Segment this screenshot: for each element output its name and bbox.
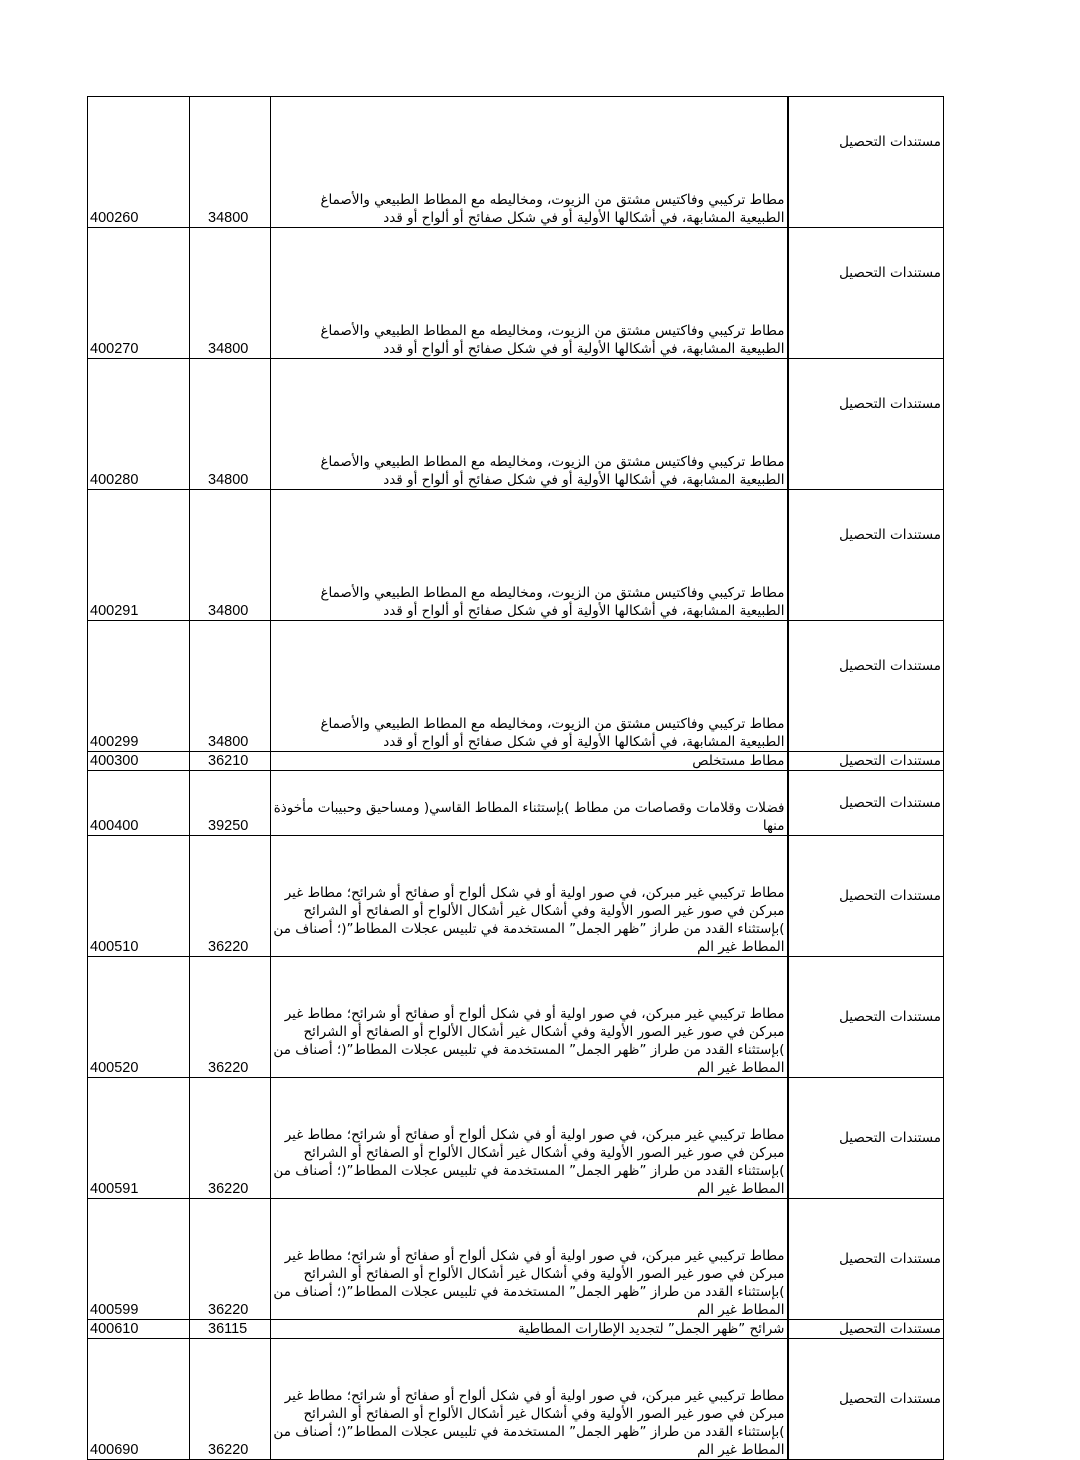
hs-code-cell: 36220	[190, 836, 271, 957]
table-row	[88, 1339, 944, 1460]
table-row	[88, 836, 944, 957]
description-cell: مطاط تركيبي غير مبركن، في صور اولية أو في شكل ألواح أو صفائح أو شرائح؛ مطاط غير مبركن في صور غير الصور الأولية وفي أشكال غير أشكال الألواح أو الصفائح أو الشرائح )بإستثناء القدد من طراز ”ظهر الجمل” المستخدمة في تلبيس عجلات المطاط”(؛ أصناف من المطاط غير الم	[271, 1078, 788, 1199]
table-row	[88, 771, 944, 836]
item-code-cell: 400520	[88, 957, 190, 1078]
hs-code-cell: 36220	[190, 957, 271, 1078]
table-row	[88, 1199, 944, 1320]
description-cell: مطاط تركيبي غير مبركن، في صور اولية أو في شكل ألواح أو صفائح أو شرائح؛ مطاط غير مبركن في صور غير الصور الأولية وفي أشكال غير أشكال الألواح أو الصفائح أو الشرائح )بإستثناء القدد من طراز ”ظهر الجمل” المستخدمة في تلبيس عجلات المطاط”(؛ أصناف من المطاط غير الم	[271, 836, 788, 957]
item-code-cell: 400610	[88, 1320, 190, 1339]
hs-code-cell: 34800	[190, 97, 271, 228]
item-code-cell: 400300	[88, 752, 190, 771]
document-cell: مستندات التحصيل	[788, 359, 944, 490]
item-code-cell: 400591	[88, 1078, 190, 1199]
table-row	[88, 1078, 944, 1199]
description-cell: مطاط مستخلص	[271, 752, 788, 771]
description-cell: مطاط تركيبي وفاكتيس مشتق من الزيوت، ومخاليطه مع المطاط الطبيعي والأصماغ الطبيعية المشابهة، في أشكالها الأولية أو في شكل صفائح أو ألواح أو قدد	[271, 490, 788, 621]
description-cell: مطاط تركيبي غير مبركن، في صور اولية أو في شكل ألواح أو صفائح أو شرائح؛ مطاط غير مبركن في صور غير الصور الأولية وفي أشكال غير أشكال الألواح أو الصفائح أو الشرائح )بإستثناء القدد من طراز ”ظهر الجمل” المستخدمة في تلبيس عجلات المطاط”(؛ أصناف من المطاط غير الم	[271, 1339, 788, 1460]
description-cell: مطاط تركيبي وفاكتيس مشتق من الزيوت، ومخاليطه مع المطاط الطبيعي والأصماغ الطبيعية المشابهة، في أشكالها الأولية أو في شكل صفائح أو ألواح أو قدد	[271, 228, 788, 359]
description-cell: مطاط تركيبي غير مبركن، في صور اولية أو في شكل ألواح أو صفائح أو شرائح؛ مطاط غير مبركن في صور غير الصور الأولية وفي أشكال غير أشكال الألواح أو الصفائح أو الشرائح )بإستثناء القدد من طراز ”ظهر الجمل” المستخدمة في تلبيس عجلات المطاط”(؛ أصناف من المطاط غير الم	[271, 957, 788, 1078]
description-cell: مطاط تركيبي غير مبركن، في صور اولية أو في شكل ألواح أو صفائح أو شرائح؛ مطاط غير مبركن في صور غير الصور الأولية وفي أشكال غير أشكال الألواح أو الصفائح أو الشرائح )بإستثناء القدد من طراز ”ظهر الجمل” المستخدمة في تلبيس عجلات المطاط”(؛ أصناف من المطاط غير الم	[271, 1199, 788, 1320]
table-row	[88, 359, 944, 490]
item-code-cell: 400270	[88, 228, 190, 359]
hs-code-cell: 36220	[190, 1339, 271, 1460]
document-cell: مستندات التحصيل	[788, 97, 944, 228]
hs-code-cell: 34800	[190, 228, 271, 359]
document-cell: مستندات التحصيل	[788, 1078, 944, 1199]
hs-code-cell: 36210	[190, 752, 271, 771]
item-code-cell: 400400	[88, 771, 190, 836]
tariff-table	[87, 96, 944, 1460]
document-cell: مستندات التحصيل	[788, 752, 944, 771]
document-cell: مستندات التحصيل	[788, 621, 944, 752]
document-cell: مستندات التحصيل	[788, 1199, 944, 1320]
hs-code-cell: 39250	[190, 771, 271, 836]
item-code-cell: 400690	[88, 1339, 190, 1460]
document-cell: مستندات التحصيل	[788, 1339, 944, 1460]
hs-code-cell: 36115	[190, 1320, 271, 1339]
item-code-cell: 400510	[88, 836, 190, 957]
document-cell: مستندات التحصيل	[788, 957, 944, 1078]
hs-code-cell: 36220	[190, 1199, 271, 1320]
item-code-cell: 400599	[88, 1199, 190, 1320]
item-code-cell: 400299	[88, 621, 190, 752]
item-code-cell: 400280	[88, 359, 190, 490]
hs-code-cell: 36220	[190, 1078, 271, 1199]
description-cell: فضلات وقلامات وقصاصات من مطاط )بإستثناء المطاط القاسي( ومساحيق وحبيبات مأخوذة منها	[271, 771, 788, 836]
description-cell: مطاط تركيبي وفاكتيس مشتق من الزيوت، ومخاليطه مع المطاط الطبيعي والأصماغ الطبيعية المشابهة، في أشكالها الأولية أو في شكل صفائح أو ألواح أو قدد	[271, 97, 788, 228]
table-row	[88, 752, 944, 771]
item-code-cell: 400260	[88, 97, 190, 228]
document-cell: مستندات التحصيل	[788, 228, 944, 359]
document-cell: مستندات التحصيل	[788, 771, 944, 836]
document-cell: مستندات التحصيل	[788, 836, 944, 957]
table-row	[88, 228, 944, 359]
table-row	[88, 97, 944, 228]
table-row	[88, 957, 944, 1078]
description-cell: مطاط تركيبي وفاكتيس مشتق من الزيوت، ومخاليطه مع المطاط الطبيعي والأصماغ الطبيعية المشابهة، في أشكالها الأولية أو في شكل صفائح أو ألواح أو قدد	[271, 621, 788, 752]
hs-code-cell: 34800	[190, 621, 271, 752]
document-cell: مستندات التحصيل	[788, 490, 944, 621]
item-code-cell: 400291	[88, 490, 190, 621]
description-cell: مطاط تركيبي وفاكتيس مشتق من الزيوت، ومخاليطه مع المطاط الطبيعي والأصماغ الطبيعية المشابهة، في أشكالها الأولية أو في شكل صفائح أو ألواح أو قدد	[271, 359, 788, 490]
table-row	[88, 490, 944, 621]
table-row	[88, 621, 944, 752]
table-row	[88, 1320, 944, 1339]
hs-code-cell: 34800	[190, 490, 271, 621]
hs-code-cell: 34800	[190, 359, 271, 490]
description-cell: شرائح ”ظهر الجمل” لتجديد الإطارات المطاطية	[271, 1320, 788, 1339]
document-cell: مستندات التحصيل	[788, 1320, 944, 1339]
